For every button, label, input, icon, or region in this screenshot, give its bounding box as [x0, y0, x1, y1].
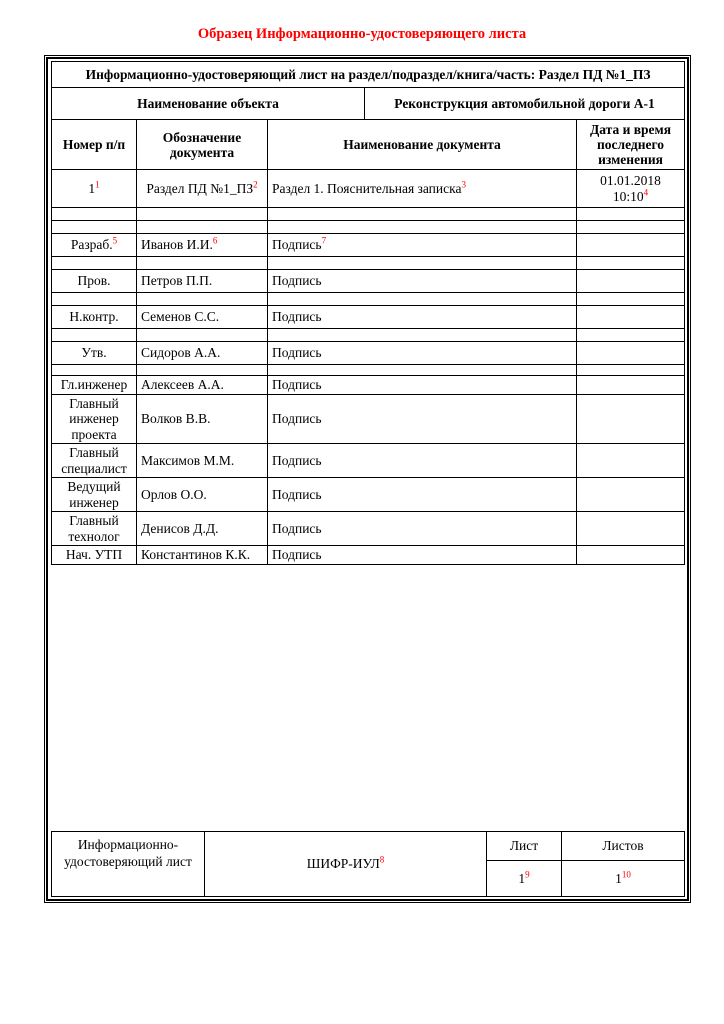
signature-cell: Подпись — [268, 270, 577, 293]
entry-date: 01.01.2018 — [600, 172, 661, 188]
date-cell — [577, 342, 685, 365]
signature-row — [52, 444, 685, 478]
name-cell: Константинов К.К. — [137, 546, 268, 565]
footer-sheet-value: 1 — [518, 870, 526, 886]
footer-cipher-cell — [205, 832, 487, 897]
col-header-number: Номер п/п — [52, 120, 137, 170]
col-header-designation: Обозначение документа — [137, 120, 268, 170]
name-cell: Иванов И.И.$^6$ — [137, 234, 268, 257]
entry-date-cell — [577, 170, 685, 208]
role-cell: Главный специалист — [52, 444, 137, 478]
table-row-header-line — [52, 62, 685, 88]
empty-row — [52, 329, 685, 342]
name-cell: Орлов О.О. — [137, 478, 268, 512]
name-cell: Волков В.В. — [137, 395, 268, 444]
signature-row — [52, 376, 685, 395]
empty-row — [52, 293, 685, 306]
page-title: Образец Информационно-удостоверяющего листа — [197, 26, 527, 42]
document-frame — [44, 55, 691, 903]
role-cell: Главный технолог — [52, 512, 137, 546]
signature-cell: Подпись$^7$ — [268, 234, 577, 257]
signature-cell: Подпись — [268, 444, 577, 478]
footnote-marker: 6 — [212, 235, 218, 246]
document-frame-inner — [46, 57, 689, 901]
footer-sheet-label: Лист — [487, 832, 562, 861]
footnote-marker: 4 — [643, 187, 649, 197]
date-cell — [577, 512, 685, 546]
object-name-value: Реконструкция автомобильной дороги А-1 — [365, 88, 685, 120]
signature-cell: Подпись — [268, 546, 577, 565]
footnote-marker: 2 — [253, 179, 258, 189]
date-cell — [577, 270, 685, 293]
date-cell — [577, 395, 685, 444]
role-cell: Разраб.$^5$ — [52, 234, 137, 257]
footer-sheets-value: 1 — [615, 870, 622, 886]
entry-code: Раздел ПД №1_ПЗ — [146, 180, 254, 196]
date-cell — [577, 376, 685, 395]
footnote-marker: 8 — [379, 854, 385, 865]
object-name-label: Наименование объекта — [52, 88, 365, 120]
footnote-marker: 3 — [461, 179, 466, 189]
entry-number: 1 — [88, 180, 96, 196]
entry-time: 10:10$^4$ — [612, 187, 649, 204]
signature-cell: Подпись — [268, 478, 577, 512]
signature-cell: Подпись — [268, 395, 577, 444]
signature-row — [52, 395, 685, 444]
date-cell — [577, 306, 685, 329]
role-cell: Главный инженер проекта — [52, 395, 137, 444]
date-cell — [577, 478, 685, 512]
footer-header-row — [52, 832, 685, 861]
empty-row — [52, 221, 685, 234]
signature-cell: Подпись — [268, 376, 577, 395]
signature-row — [52, 512, 685, 546]
date-cell — [577, 444, 685, 478]
col-header-date: Дата и время последнего изменения — [577, 120, 685, 170]
footer-stamp-table — [51, 831, 685, 897]
signature-row — [52, 306, 685, 329]
signature-cell: Подпись — [268, 306, 577, 329]
empty-row — [52, 365, 685, 376]
role-cell: Пров. — [52, 270, 137, 293]
empty-row — [52, 257, 685, 270]
main-table — [51, 61, 685, 565]
role-cell: Ведущий инженер — [52, 478, 137, 512]
signature-row — [52, 270, 685, 293]
table-row-entry — [52, 170, 685, 208]
role-cell: Гл.инженер — [52, 376, 137, 395]
footnote-marker: 7 — [321, 235, 327, 246]
footer-doc-type: Информационно-удостоверяющий лист — [52, 832, 205, 897]
signature-cell: Подпись — [268, 512, 577, 546]
name-cell: Петров П.П. — [137, 270, 268, 293]
role-cell: Утв. — [52, 342, 137, 365]
empty-space — [51, 565, 684, 831]
name-cell: Максимов М.М. — [137, 444, 268, 478]
col-header-doc-name: Наименование документа — [268, 120, 577, 170]
date-cell — [577, 546, 685, 565]
entry-number-cell — [52, 170, 137, 208]
footer-sheet-value-cell — [487, 861, 562, 897]
signature-row — [52, 478, 685, 512]
footnote-marker: 5 — [112, 235, 118, 246]
footnote-marker: 1 — [95, 179, 100, 189]
empty-row — [52, 208, 685, 221]
name-cell: Денисов Д.Д. — [137, 512, 268, 546]
footnote-marker: 9 — [525, 869, 530, 879]
signature-row — [52, 546, 685, 565]
entry-code-cell — [137, 170, 268, 208]
name-cell: Алексеев А.А. — [137, 376, 268, 395]
signature-cell: Подпись — [268, 342, 577, 365]
signature-row — [52, 234, 685, 257]
footer-sheets-value-cell — [562, 861, 685, 897]
role-cell: Нач. УТП — [52, 546, 137, 565]
entry-name: Раздел 1. Пояснительная записка — [272, 180, 462, 196]
table-row-object — [52, 88, 685, 120]
table-row-column-headers — [52, 120, 685, 170]
signature-row — [52, 342, 685, 365]
entry-name-cell — [268, 170, 577, 208]
footer-cipher: ШИФР-ИУЛ — [306, 856, 380, 871]
footnote-marker: 10 — [621, 869, 631, 879]
name-cell: Семенов С.С. — [137, 306, 268, 329]
header-line: Информационно-удостоверяющий лист на раздел/подраздел/книга/часть: Раздел ПД №1_ПЗ — [52, 62, 685, 88]
name-cell: Сидоров А.А. — [137, 342, 268, 365]
date-cell — [577, 234, 685, 257]
role-cell: Н.контр. — [52, 306, 137, 329]
footer-sheets-label: Листов — [562, 832, 685, 861]
